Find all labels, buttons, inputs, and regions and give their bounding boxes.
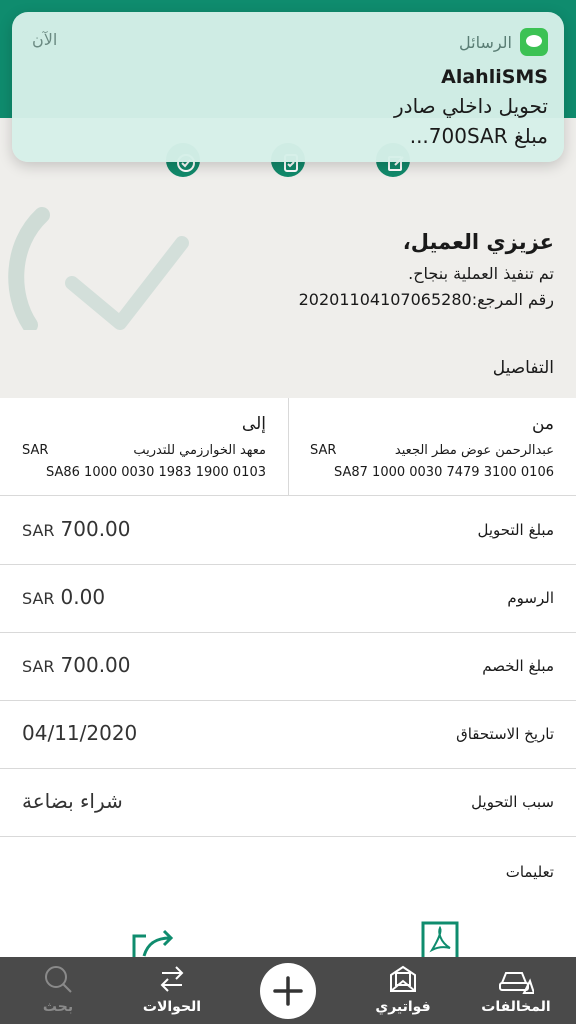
notification-app (459, 28, 548, 56)
search-icon (40, 963, 76, 995)
success-message: تم تنفيذ العملية بنجاح. (408, 264, 554, 283)
pdf-icon[interactable] (420, 920, 462, 960)
row-transfer-reason (0, 769, 576, 837)
transfer-arrows-icon (154, 963, 190, 995)
details-heading: التفاصيل (492, 358, 554, 378)
from-heading: من (531, 414, 554, 434)
to-currency: SAR (22, 443, 49, 458)
notification-line-2: مبلغ 700SAR... (409, 124, 548, 148)
success-checkmark-icon (0, 205, 210, 330)
nav-violations-label: المخالفات (481, 999, 551, 1015)
row-value: SAR 700.00 (22, 653, 131, 677)
nav-transfers-label: الحوالات (142, 999, 202, 1015)
row-fees (0, 565, 576, 633)
to-name: معهد الخوارزمي للتدريب (133, 443, 266, 458)
row-label: الرسوم (507, 589, 554, 607)
notification-line-1: تحويل داخلي صادر (394, 94, 548, 118)
notification-sender: AlahliSMS (441, 66, 548, 88)
action-bar (0, 906, 576, 958)
reference-number: رقم المرجع:20201104107065280 (298, 290, 554, 309)
row-label: سبب التحويل (471, 793, 554, 811)
to-iban: SA86 1000 0030 1983 1900 0103 (45, 465, 266, 480)
nav-bills-label: فواتيري (375, 999, 431, 1015)
row-label: مبلغ الخصم (482, 657, 554, 675)
bottom-navigation (0, 957, 576, 1024)
row-value: شراء بضاعة (22, 789, 123, 813)
row-instructions (0, 837, 576, 907)
share-icon[interactable] (130, 926, 178, 960)
row-value: 04/11/2020 (22, 721, 138, 745)
from-currency: SAR (310, 443, 337, 458)
greeting-title: عزيزي العميل، (402, 230, 554, 254)
notification-time: الآن (32, 30, 58, 49)
from-iban: SA87 1000 0030 7479 3100 0106 (333, 465, 554, 480)
from-to-section (0, 398, 576, 496)
messages-icon (520, 28, 548, 56)
plus-icon (260, 963, 316, 1019)
nav-search-label: بحث (42, 999, 74, 1015)
car-warning-icon (498, 963, 534, 995)
nav-transfers[interactable] (122, 957, 222, 1024)
row-label: تعليمات (505, 863, 554, 881)
row-due-date (0, 701, 576, 769)
divider (288, 398, 289, 496)
nav-bills[interactable] (353, 957, 453, 1024)
sms-notification[interactable] (12, 12, 564, 162)
bills-icon (385, 963, 421, 995)
nav-violations[interactable] (466, 957, 566, 1024)
row-label: تاريخ الاستحقاق (456, 725, 554, 743)
to-heading: إلى (241, 414, 266, 434)
from-name: عبدالرحمن عوض مطر الجعيد (394, 443, 554, 458)
row-debit-amount (0, 633, 576, 701)
notification-app-name: الرسائل (459, 32, 512, 52)
row-value: SAR 700.00 (22, 517, 131, 541)
add-button[interactable] (260, 963, 316, 1019)
nav-search[interactable] (8, 957, 108, 1024)
row-value: SAR 0.00 (22, 585, 106, 609)
row-label: مبلغ التحويل (477, 521, 554, 539)
row-transfer-amount (0, 497, 576, 565)
